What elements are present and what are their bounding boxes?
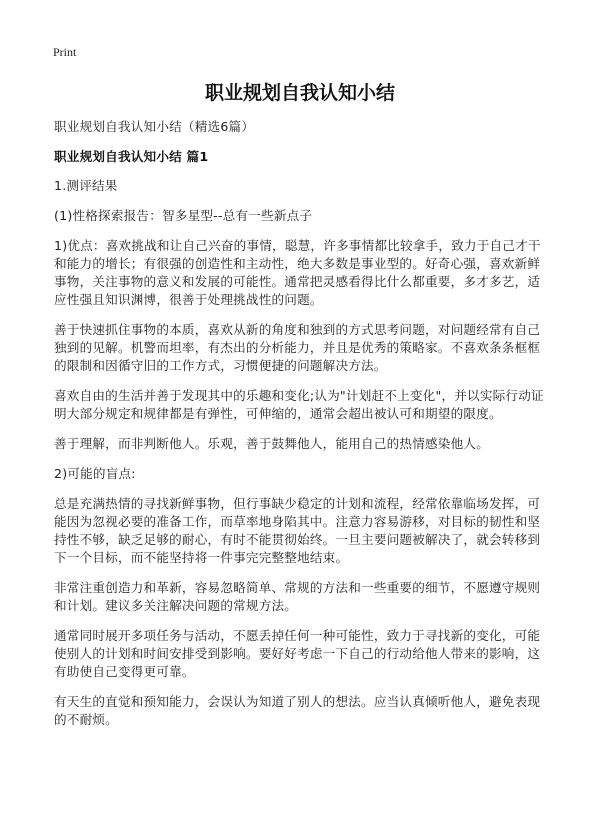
paragraph-innovation: 非常注重创造力和革新，容易忽略简单、常规的方法和一些重要的细节，不愿遵守规则和计划。建议多关注解决问题的常规方法。 — [54, 580, 541, 613]
paragraph-intuition: 有天生的直觉和预知能力，会误认为知道了别人的想法。应当认真倾听他人，避免表现的不耐烦。 — [54, 694, 541, 727]
document-subtitle: 职业规划自我认知小结（精选6篇） — [54, 119, 255, 134]
paragraph-enthusiasm: 总是充满热情的寻找新鲜事物，但行事缺少稳定的计划和流程，经常依靠临场发挥，可能因为忽视必要的准备工作，而草率地身陷其中。注意力容易游移，对目标的韧性和坚持性不够，缺乏足够的耐心，有时不能贯彻始终。一旦主要问题被解决了，就会转移到下一个目标，而不能坚持将一件事完完整整地结束。 — [54, 496, 541, 565]
paragraph-understanding: 善于理解，而非判断他人。乐观，善于鼓舞他人，能用自己的热情感染他人。 — [54, 436, 489, 451]
document-title: 职业规划自我认知小结 — [204, 82, 395, 104]
section-heading: 职业规划自我认知小结 篇1 — [54, 149, 209, 164]
paragraph-strengths: 1)优点：喜欢挑战和让自己兴奋的事情，聪慧，许多事情都比较拿手，致力于自己才干和能力的增长；有很强的创造性和主动性，绝大多数是事业型的。好奇心强，喜欢新鲜事物，关注事物的意义和发展的可能性。通常把灵感看得比什么都重要，多才多艺，适应性强且知识渊博，很善于处理挑战性的问题。 — [54, 238, 541, 307]
print-link[interactable]: Print — [53, 45, 77, 59]
paragraph-test-results: 1.测评结果 — [54, 178, 118, 193]
paragraph-freedom: 喜欢自由的生活并善于发现其中的乐趣和变化;认为"计划赶不上变化"，并以实际行动证明大部分规定和规律都是有弹性，可伸缩的，通常会超出被认可和期望的限度。 — [54, 388, 544, 421]
paragraph-multitask: 通常同时展开多项任务与活动，不愿丢掉任何一种可能性，致力于寻找新的变化，可能使别人的计划和时间安排受到影响。要好好考虑一下自己的行动给他人带来的影响，这有助使自己变得更可靠。 — [54, 628, 541, 679]
document-body — [54, 118, 548, 741]
paragraph-blind-spots-heading: 2)可能的盲点: — [54, 466, 136, 481]
paragraph-essence: 善于快速抓住事物的本质，喜欢从新的角度和独到的方式思考问题，对问题经常有自己独到的见解。机警而坦率，有杰出的分析能力，并且是优秀的策略家。不喜欢条条框框的限制和因循守旧的工作方式，习惯便捷的问题解决方法。 — [54, 322, 541, 373]
paragraph-personality-report: (1)性格探索报告：智多星型--总有一些新点子 — [54, 208, 313, 223]
